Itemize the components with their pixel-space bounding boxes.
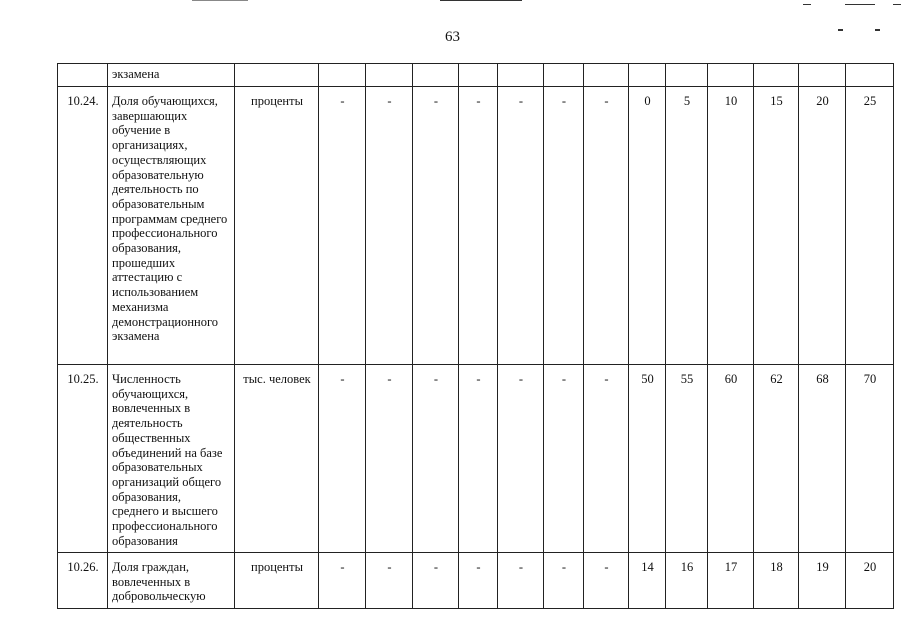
- value-cell: -: [319, 553, 366, 609]
- row-unit: [235, 64, 319, 87]
- value-cell: [366, 64, 413, 87]
- value-cell: 68: [799, 365, 846, 553]
- value-cell: -: [584, 553, 629, 609]
- value-cell: 20: [846, 553, 894, 609]
- value-cell: 14: [629, 553, 666, 609]
- row-description: Доля граждан, вовлеченных в добровольческую: [108, 553, 235, 609]
- scan-mark: [893, 4, 901, 5]
- value-cell: [666, 64, 708, 87]
- value-cell: [584, 64, 629, 87]
- value-cell: 55: [666, 365, 708, 553]
- scan-mark: [875, 29, 880, 31]
- value-cell: -: [413, 87, 459, 365]
- scan-mark: [192, 0, 248, 1]
- value-cell: -: [459, 553, 498, 609]
- value-cell: [459, 64, 498, 87]
- value-cell: -: [498, 87, 544, 365]
- value-cell: 50: [629, 365, 666, 553]
- value-cell: -: [544, 87, 584, 365]
- value-cell: [544, 64, 584, 87]
- scan-mark: [440, 0, 522, 1]
- table-row: [58, 365, 894, 553]
- value-cell: 19: [799, 553, 846, 609]
- row-number: 10.24.: [58, 87, 108, 365]
- value-cell: -: [459, 365, 498, 553]
- value-cell: [846, 64, 894, 87]
- value-cell: [319, 64, 366, 87]
- page-number: 63: [445, 29, 460, 45]
- value-cell: 62: [754, 365, 799, 553]
- value-cell: 60: [708, 365, 754, 553]
- row-unit: тыс. человек: [235, 365, 319, 553]
- row-number: [58, 64, 108, 87]
- value-cell: -: [319, 365, 366, 553]
- value-cell: -: [366, 87, 413, 365]
- value-cell: 5: [666, 87, 708, 365]
- scan-mark: [803, 4, 811, 5]
- row-description: Численность обучающихся, вовлеченных в деятельность общественных объединений на базе образовательных организаций общего образования, среднего и высшего профессионального образования: [108, 365, 235, 553]
- value-cell: -: [584, 365, 629, 553]
- value-cell: 70: [846, 365, 894, 553]
- value-cell: [708, 64, 754, 87]
- table-row: [58, 87, 894, 365]
- row-number: 10.25.: [58, 365, 108, 553]
- scan-mark: [845, 4, 875, 5]
- value-cell: 20: [799, 87, 846, 365]
- value-cell: -: [413, 553, 459, 609]
- value-cell: -: [366, 365, 413, 553]
- value-cell: -: [498, 553, 544, 609]
- value-cell: -: [584, 87, 629, 365]
- row-description: экзамена: [108, 64, 235, 87]
- value-cell: 15: [754, 87, 799, 365]
- table-row: [58, 553, 894, 609]
- table-row: [58, 64, 894, 87]
- value-cell: [413, 64, 459, 87]
- value-cell: -: [366, 553, 413, 609]
- value-cell: 18: [754, 553, 799, 609]
- value-cell: 16: [666, 553, 708, 609]
- value-cell: 17: [708, 553, 754, 609]
- value-cell: [498, 64, 544, 87]
- value-cell: 10: [708, 87, 754, 365]
- value-cell: 25: [846, 87, 894, 365]
- value-cell: [754, 64, 799, 87]
- value-cell: -: [544, 365, 584, 553]
- value-cell: -: [413, 365, 459, 553]
- value-cell: [799, 64, 846, 87]
- row-unit: проценты: [235, 87, 319, 365]
- value-cell: 0: [629, 87, 666, 365]
- value-cell: [629, 64, 666, 87]
- value-cell: -: [459, 87, 498, 365]
- row-number: 10.26.: [58, 553, 108, 609]
- value-cell: -: [544, 553, 584, 609]
- value-cell: -: [319, 87, 366, 365]
- value-cell: -: [498, 365, 544, 553]
- indicator-table: [57, 63, 894, 609]
- row-description: Доля обучающихся, завершающих обучение в организациях, осуществляющих образовательную деятельность по образовательным программам среднего профессионального образования, прошедших аттестацию с использованием механизма демонстрационного экзамена: [108, 87, 235, 365]
- scan-mark: [838, 29, 843, 31]
- row-unit: проценты: [235, 553, 319, 609]
